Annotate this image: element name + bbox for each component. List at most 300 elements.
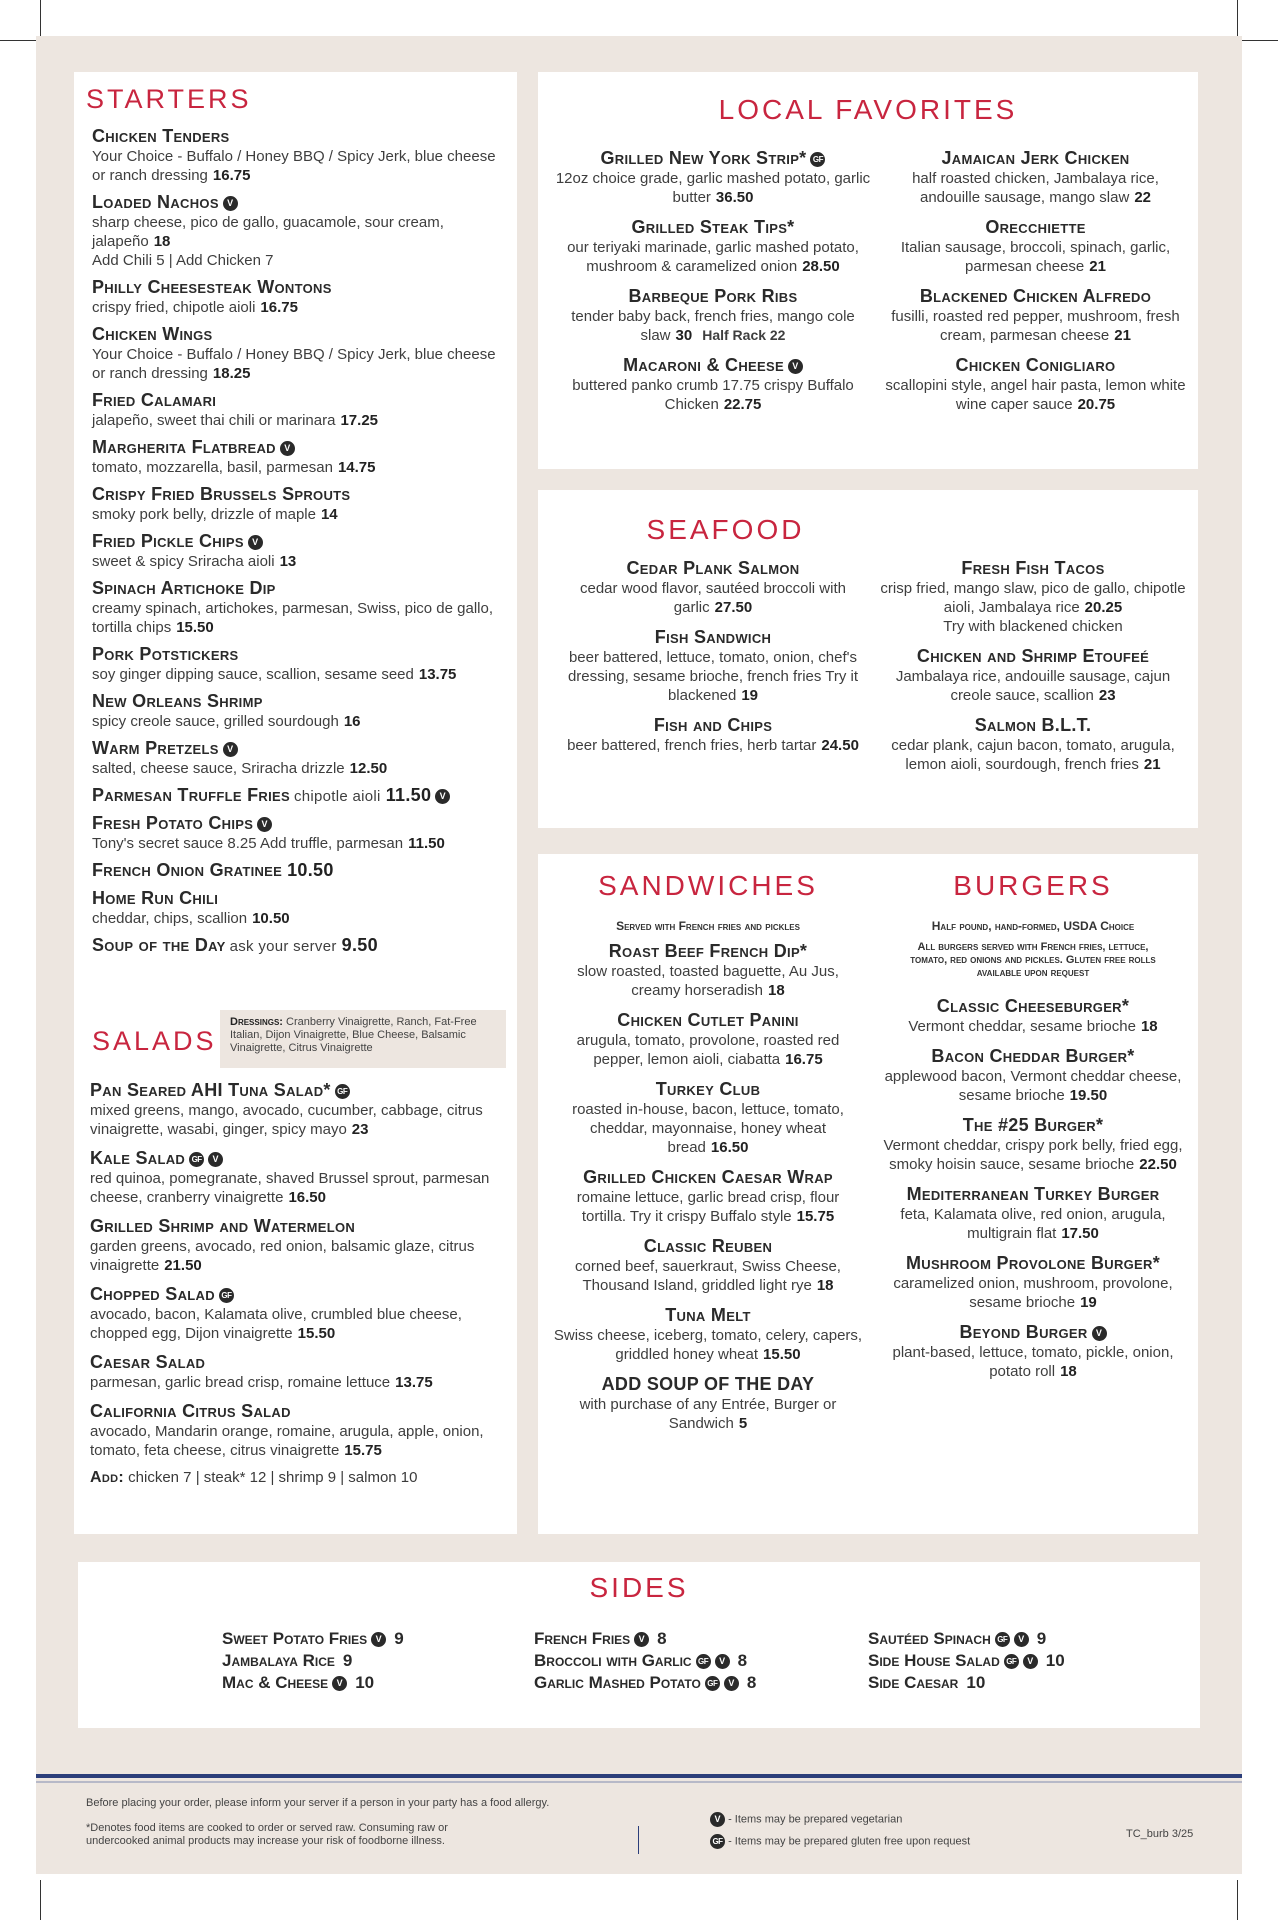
item-description [878,1274,1188,1312]
menu-item [90,1284,505,1343]
vegetarian-icon: V [435,789,450,804]
item-description-text: cedar plank, cajun bacon, tomato, arugula, lemon aioli, sourdough, french fries [891,737,1175,773]
item-name-text: Classic Reuben [643,1236,773,1256]
item-name-text: Kale Salad [90,1148,186,1168]
item-description-text: soy ginger dipping sauce, scallion, sesame seed [92,666,414,683]
side-item-name: Broccoli with Garlic [534,1651,692,1670]
item-name [92,437,507,458]
menu-item [878,996,1188,1036]
item-name [558,558,868,579]
item-price: 18 [1060,1363,1077,1380]
item-price: 16.50 [710,1139,749,1156]
side-item-price: 8 [737,1651,748,1670]
side-item-price: 10 [966,1673,986,1692]
item-description-text: jalapeño, sweet thai chili or marinara [92,412,336,429]
item-description-text: Your Choice - Buffalo / Honey BBQ / Spicy Jerk, blue cheese or ranch dressing [92,346,496,382]
item-name [92,935,507,956]
item-name-text: Mediterranean Turkey Burger [906,1184,1160,1204]
item-description [878,667,1188,705]
footer-divider [638,1826,639,1854]
gluten-free-legend-text: - Items may be prepared gluten free upon request [728,1835,971,1848]
starters-panel [74,72,517,1000]
item-description-text: tender baby back, french fries, mango cole slaw [571,308,855,344]
item-name [553,1374,863,1395]
item-name-text: Roast Beef French Dip* [608,941,808,961]
item-name [92,888,507,909]
item-description-text: 12oz choice grade, garlic mashed potato, garlic butter [555,170,871,206]
item-name [92,644,507,665]
item-description [548,169,878,207]
item-price: 36.50 [715,189,754,206]
item-name [90,1352,505,1373]
item-description [553,1100,863,1157]
item-description [553,1031,863,1069]
sandwiches-list [553,941,863,1433]
item-price: 11.50 [408,835,445,852]
item-name [92,390,507,411]
dressings-text: Cranberry Vinaigrette, Ranch, Fat-Free Italian, Dijon Vinaigrette, Blue Cheese, Balsamic Vinaigrette, Citrus Vinaigrette [230,1016,477,1054]
item-name [92,126,507,147]
item-description [92,298,507,317]
burgers-note-2: All burgers served with French fries, lettuce, tomato, red onions and pickles. Gluten free rolls available upon request [910,941,1156,979]
menu-item [558,715,868,755]
side-item [868,1650,1065,1672]
item-description [92,213,507,270]
item-price: 15.50 [297,1325,336,1342]
item-name-text: Fresh Fish Tacos [961,558,1105,578]
item-name-text: Crispy Fried Brussels Sprouts [92,484,351,504]
item-name-text: Turkey Club [655,1079,761,1099]
item-description-text: salted, cheese sauce, Sriracha drizzle [92,760,345,777]
item-description [548,376,878,414]
item-description [553,1257,863,1295]
menu-item [92,813,507,853]
item-description [92,665,507,684]
seafood-title: SEAFOOD [646,514,805,545]
item-price: 28.50 [802,258,840,275]
favorites-left-column [548,148,878,424]
vegetarian-icon: V [248,535,263,550]
item-price: 15.50 [176,619,214,636]
item-description-text: sharp cheese, pico de gallo, guacamole, sour cream, jalapeño [92,214,444,250]
item-name [878,996,1188,1017]
item-price: 19 [741,687,759,704]
item-name-text: Grilled Shrimp and Watermelon [90,1216,356,1236]
item-description-text: half roasted chicken, Jambalaya rice, andouille sausage, mango slaw [912,170,1159,206]
menu-item [558,558,868,617]
gluten-free-legend [710,1834,970,1849]
item-name [883,286,1188,307]
side-item-name: Jambalaya Rice [222,1651,335,1670]
vegetarian-icon: V [1092,1326,1107,1341]
vegetarian-icon: V [710,1812,725,1827]
item-price: 24.50 [821,737,859,754]
menu-item [558,627,868,705]
item-price: 5 [738,1415,748,1432]
item-price: 20.25 [1084,599,1123,616]
item-name-text: Blackened Chicken Alfredo [919,286,1152,306]
vegetarian-icon: V [724,1676,739,1691]
item-description-text: Swiss cheese, iceberg, tomato, celery, capers, griddled honey wheat [553,1327,863,1363]
menu-item [92,437,507,477]
item-description [90,1101,505,1139]
seafood-right-column [878,558,1188,784]
sandwiches-title: SANDWICHES [598,870,818,901]
item-description-text: roasted in-house, bacon, lettuce, tomato, cheddar, mayonnaise, honey wheat bread [572,1101,844,1156]
item-price: 14 [320,506,338,523]
item-description [92,345,507,383]
item-name-text: Caesar Salad [90,1352,206,1372]
item-name [90,1216,505,1237]
item-description-text: Jambalaya rice, andouille sausage, cajun creole sauce, scallion [895,668,1171,704]
item-name-text: Warm Pretzels [92,738,219,758]
seafood-panel [538,490,1198,828]
item-price: 19.50 [1069,1087,1108,1104]
side-item-name: Mac & Cheese [222,1673,329,1692]
side-item-price: 9 [1036,1629,1047,1648]
starters-title: STARTERS [86,84,252,114]
sides-column-1 [222,1628,404,1694]
item-price: 12.50 [349,760,388,777]
item-name [92,860,507,881]
item-description [92,909,507,928]
item-description-text: scallopini style, angel hair pasta, lemon white wine caper sauce [885,377,1186,413]
item-name-text: Barbeque Pork Ribs [628,286,798,306]
item-description [92,505,507,524]
item-description-text: feta, Kalamata olive, red onion, arugula, multigrain flat [900,1206,1166,1242]
menu-item [92,888,507,928]
item-name [878,1184,1188,1205]
item-price: 22.75 [723,396,762,413]
item-name [553,941,863,962]
sandwiches-column [553,920,863,1443]
vegetarian-icon: V [223,196,238,211]
item-name-text: Classic Cheeseburger* [936,996,1130,1016]
item-description-text: crisp fried, mango slaw, pico de gallo, chipotle aioli, Jambalaya rice [880,580,1186,616]
item-name-text: Tuna Melt [665,1305,751,1325]
item-name-text: Fish and Chips [653,715,773,735]
item-description-text: tomato, mozzarella, basil, parmesan [92,459,333,476]
item-extra: Add Chili 5 | Add Chicken 7 [92,252,274,269]
menu-item [92,785,507,806]
item-description [92,712,507,731]
local-favorites-panel [538,72,1198,469]
item-name-text: Chicken Conigliaro [955,355,1116,375]
item-name [553,1010,863,1031]
raw-notice: *Denotes food items are cooked to order or served raw. Consuming raw or undercooked animal products may increase your risk of foodborne illness. [86,1822,448,1847]
burgers-title: BURGERS [953,870,1113,901]
menu-item [92,860,507,881]
item-description [878,736,1188,774]
item-price: 13.75 [418,666,457,683]
menu-item [883,286,1188,345]
side-item-name: Sautéed Spinach [868,1629,991,1648]
side-item-price: 9 [394,1629,404,1648]
sides-title: SIDES [589,1572,689,1603]
item-price: 18 [768,982,785,999]
menu-code: TC_burb 3/25 [1126,1828,1194,1840]
side-item-price: 8 [657,1629,667,1648]
item-extra: Try with blackened chicken [943,618,1123,635]
gluten-free-icon: GF [696,1654,711,1669]
item-name-text: ADD SOUP OF THE DAY [601,1374,815,1394]
menu-item [548,286,878,345]
gluten-free-icon: GF [710,1834,725,1849]
item-description-text: fusilli, roasted red pepper, mushroom, fresh cream, parmesan cheese [891,308,1180,344]
footer-rule [36,1774,1242,1778]
item-price: 21 [1143,756,1161,773]
side-item-price: 10 [1045,1651,1065,1670]
item-price: 30 [675,327,693,344]
side-item-price: 10 [355,1673,375,1692]
item-name-text: Fried Pickle Chips [92,531,244,551]
item-description-text: cedar wood flavor, sautéed broccoli with garlic [580,580,846,616]
item-description [883,376,1188,414]
sandwiches-note: Served with French fries and pickles [616,919,800,933]
item-description [558,648,868,705]
item-description [553,1326,863,1364]
item-name-text: Chicken Tenders [92,126,230,146]
item-price: 10.50 [252,910,290,927]
item-description [92,552,507,571]
menu-item [878,646,1188,705]
item-price: 16.50 [288,1189,326,1206]
crop-mark [1237,1880,1238,1920]
crop-mark [1237,0,1238,40]
item-description-text: arugula, tomato, provolone, roasted red pepper, lemon aioli, ciabatta [576,1032,840,1068]
vegetarian-icon: V [280,441,295,456]
item-name-text: Chicken Wings [92,324,213,344]
side-item-name: Side Caesar [868,1673,959,1692]
item-price: 15.75 [344,1442,382,1459]
side-item-name: Sweet Potato Fries [222,1629,368,1648]
item-description-text: garden greens, avocado, red onion, balsamic glaze, citrus vinaigrette [90,1238,475,1274]
menu-item [92,277,507,317]
item-name [878,1253,1188,1274]
item-description [878,579,1188,636]
item-name [92,691,507,712]
item-description-text: Your Choice - Buffalo / Honey BBQ / Spicy Jerk, blue cheese or ranch dressing [92,148,496,184]
menu-item [553,1079,863,1157]
item-description [92,599,507,637]
item-name [878,558,1188,579]
vegetarian-icon: V [788,359,803,374]
burgers-column [878,920,1188,1391]
menu-item [92,324,507,383]
item-price: 16.75 [260,299,298,316]
item-name [92,484,507,505]
item-name [92,531,507,552]
item-name-text: Grilled Steak Tips* [631,217,795,237]
item-price: 21 [1114,327,1131,344]
menu-item [92,691,507,731]
item-price: 20.75 [1077,396,1116,413]
item-description-text: Tony's secret sauce 8.25 Add truffle, parmesan [92,835,404,852]
item-name-text: Bacon Cheddar Burger* [931,1046,1135,1066]
side-item [534,1628,756,1650]
item-description-text: buttered panko crumb 17.75 crispy Buffalo Chicken [572,377,854,413]
vegetarian-icon: V [1023,1654,1038,1669]
sides-column-2 [534,1628,756,1694]
item-name-text: Fish Sandwich [654,627,772,647]
menu-item [92,484,507,524]
vegetarian-icon: V [208,1152,223,1167]
item-price: 16.75 [785,1051,823,1068]
sandwiches-burgers-panel [538,854,1198,1534]
item-inline-desc: chipotle aioli [293,788,381,805]
menu-item [553,1236,863,1295]
crop-mark [40,1880,41,1920]
item-description-text: corned beef, sauerkraut, Swiss Cheese, Thousand Island, griddled light rye [575,1258,841,1294]
salads-items [90,1080,505,1460]
item-name-text: New Orleans Shrimp [92,691,263,711]
item-name [548,217,878,238]
menu-item [878,558,1188,636]
item-name-text: Mushroom Provolone Burger* [905,1253,1161,1273]
item-name [878,1046,1188,1067]
crop-mark [0,40,40,41]
item-name-text: Grilled New York Strip* [600,148,807,168]
item-price: 15.50 [763,1346,801,1363]
item-price: 17.25 [340,412,379,429]
item-description-text: smoky pork belly, drizzle of maple [92,506,316,523]
item-price: 18 [816,1277,834,1294]
item-extra: Half Rack 22 [702,327,786,343]
dressings-label: Dressings: [230,1016,283,1028]
item-description [878,1343,1188,1381]
salad-add-line [90,1469,505,1487]
menu-item [548,148,878,207]
sides-column-3 [868,1628,1065,1694]
item-name [558,715,868,736]
menu-item [92,578,507,637]
item-name-text: Chopped Salad [90,1284,215,1304]
vegetarian-icon: V [715,1654,730,1669]
item-price: 23 [351,1121,369,1138]
menu-item [883,148,1188,207]
item-name [548,355,878,376]
item-description-text: our teriyaki marinade, garlic mashed potato, mushroom & caramelized onion [567,239,859,275]
item-name-text: The #25 Burger* [962,1115,1104,1135]
item-description [558,579,868,617]
item-description [878,1017,1188,1036]
sides-panel [78,1562,1200,1728]
gluten-free-icon: GF [189,1152,204,1167]
salads-panel [74,1000,517,1534]
footer-rule-thin [36,1781,1242,1783]
item-price: 15.75 [796,1208,835,1225]
item-name-text: Philly Cheesesteak Wontons [92,277,332,297]
item-description [92,411,507,430]
item-name-text: Pork Potstickers [92,644,239,664]
item-name-text: Beyond Burger [959,1322,1088,1342]
item-description [92,147,507,185]
side-item [222,1628,404,1650]
item-description-text: crispy fried, chipotle aioli [92,299,256,316]
menu-item [548,355,878,414]
menu-item [883,355,1188,414]
allergy-notice: Before placing your order, please inform your server if a person in your party has a food allergy. [86,1797,550,1809]
item-price: 16 [343,713,361,730]
gluten-free-icon: GF [810,152,825,167]
gluten-free-icon: GF [335,1084,350,1099]
side-item [534,1672,756,1694]
side-item [222,1650,404,1672]
menu-item [92,644,507,684]
vegetarian-legend-text: - Items may be prepared vegetarian [728,1813,903,1826]
item-price: 21 [1089,258,1106,275]
menu-item [92,935,507,956]
vegetarian-icon: V [257,817,272,832]
side-item-name: Garlic Mashed Potato [534,1673,701,1692]
item-description-text: avocado, Mandarin orange, romaine, arugula, apple, onion, tomato, feta cheese, citrus vinaigrette [90,1423,484,1459]
item-name [92,738,507,759]
item-description-text: cheddar, chips, scallion [92,910,248,927]
item-name [90,1080,505,1101]
item-description-text: with purchase of any Entrée, Burger or Sandwich [579,1396,837,1432]
item-name [878,646,1188,667]
item-description-text: Vermont cheddar, crispy pork belly, fried egg, smoky hoisin sauce, sesame brioche [883,1137,1183,1173]
side-item-name: Side House Salad [868,1651,1000,1670]
menu-item [92,738,507,778]
item-name-text: Fresh Potato Chips [92,813,254,833]
item-name-text: Macaroni & Cheese [623,355,784,375]
gluten-free-icon: GF [995,1632,1010,1647]
item-name-text: Cedar Plank Salmon [626,558,800,578]
item-description-text: mixed greens, mango, avocado, cucumber, cabbage, citrus vinaigrette, wasabi, ginger, spicy mayo [90,1102,483,1138]
item-description-text: avocado, bacon, Kalamata olive, crumbled blue cheese, chopped egg, Dijon vinaigrette [90,1306,462,1342]
item-description [878,1205,1188,1243]
side-item [222,1672,404,1694]
item-description-text: spicy creole sauce, grilled sourdough [92,713,339,730]
item-description [878,1136,1188,1174]
menu-item [548,217,878,276]
menu-item [878,1046,1188,1105]
item-description [553,962,863,1000]
item-name [90,1148,505,1169]
menu-item [878,1322,1188,1381]
menu-item [553,1374,863,1433]
item-name-text: Home Run Chili [92,888,219,908]
item-description [90,1422,505,1460]
menu-item [878,1253,1188,1312]
side-item [868,1628,1065,1650]
item-price: 13 [279,553,297,570]
item-name-text: Chicken and Shrimp Etoufeé [916,646,1150,666]
menu-item [553,941,863,1000]
vegetarian-icon: V [332,1676,347,1691]
item-description-text: creamy spinach, artichokes, parmesan, Swiss, pico de gallo, tortilla chips [92,600,494,636]
item-name-text: Chicken Cutlet Panini [617,1010,799,1030]
item-price: 18 [1140,1018,1158,1035]
item-description [553,1188,863,1226]
item-name [883,355,1188,376]
menu-item [90,1352,505,1392]
menu-item [90,1148,505,1207]
item-name [553,1167,863,1188]
item-description-text: Vermont cheddar, sesame brioche [908,1018,1136,1035]
menu-item [90,1080,505,1139]
item-price: 23 [1098,687,1116,704]
vegetarian-icon: V [371,1632,386,1647]
item-description-text: sweet & spicy Sriracha aioli [92,553,275,570]
side-item-price: 9 [342,1651,353,1670]
item-description [90,1373,505,1392]
item-name-text: Jamaican Jerk Chicken [941,148,1130,168]
burgers-note-1: Half pound, hand-formed, USDA Choice [931,919,1135,933]
item-description [548,238,878,276]
menu-item [878,715,1188,774]
